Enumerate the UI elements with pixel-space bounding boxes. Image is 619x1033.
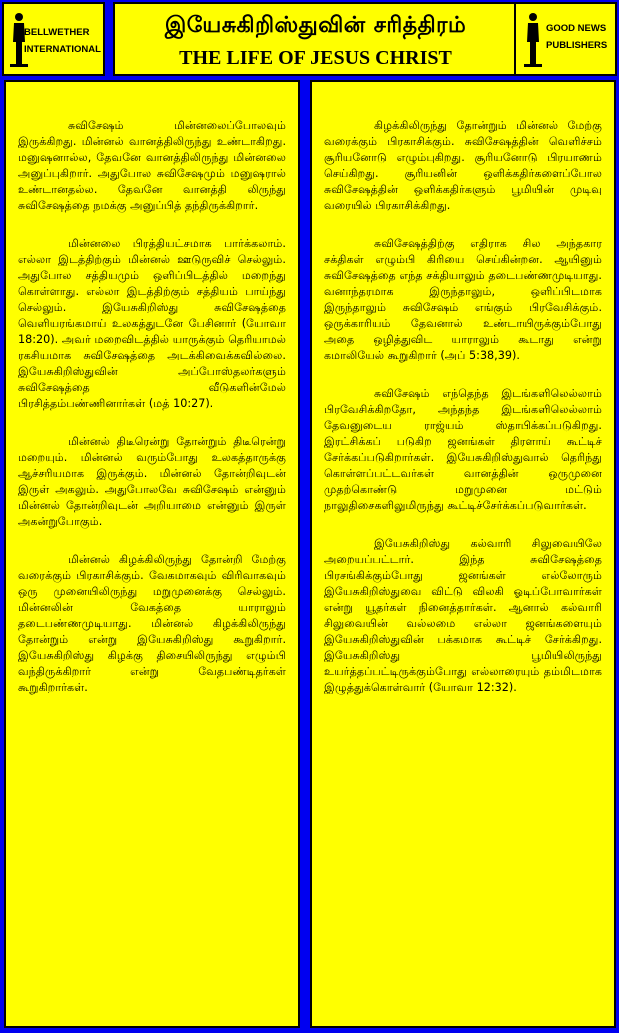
bellwether-logo	[2, 2, 105, 76]
paragraph: சுவிசேஷம் எந்தெந்த இடங்களிலெல்லாம் பிரவேசிக்கிறதோ, அந்தந்த இடங்களிலெல்லாம் தேவனுடைய ராஜ்யம் ஸ்தாபிக்கப்படுகிறது. இரட்சிக்கப் படுகிற ஜனங்கள் திரளாய் கூட்டிச் சேர்க்கப்படுகிறார்கள். இயேசுகிறிஸ்துவால் தெரிந்து கொள்ளப்பட்டவர்கள் வானத்தின் ஒருமுனை முதற்கொண்டு மறுமுனை மட்டும் நாலுதிசைகளிலுமிருந்து கூட்டிச்சேர்க்கப்படுவார்கள்.	[324, 387, 602, 512]
paragraph: கிழக்கிலிருந்து தோன்றும் மின்னல் மேற்கு வரைக்கும் பிரகாசிக்கும். சுவிசேஷத்தின் வெளிச்சம் சூரியனோடு எழும்புகிறது. சூரியனோடு பிரயாணம் செய்கிறது. சூரியனின் ஒளிக்கதிர்களைப்போல சுவிசேஷத்தின் ஒளிக்கதிர்களும் பூமியின் முடிவு வரையில் பிரகாசிக்கிறது.	[324, 119, 602, 212]
title-english: THE LIFE OF JESUS CHRIST	[179, 47, 452, 69]
person-silhouette-icon	[524, 12, 542, 68]
logo-text	[24, 24, 101, 58]
logo-line2: INTERNATIONAL	[24, 44, 101, 55]
right-column	[310, 80, 616, 1028]
left-column	[4, 80, 300, 1028]
good-news-logo	[514, 2, 617, 76]
logo-line1: BELLWETHER	[24, 27, 90, 38]
paragraph: மின்னலை பிரத்தியட்சமாக பார்க்கலாம். எல்லா இடத்திற்கும் மின்னல் ஊடுருவிச் செல்லும். அதுபோல சத்தியமும் ஒளிப்பிடத்தில் மறைந்து கொள்ளாது. எல்லா இடத்திற்கும் சத்தியம் பாய்ந்து செல்லும். இயேசுகிறிஸ்து சுவிசேஷத்தை வெளியரங்கமாய் உலகத்துடனே பேசினார் (யோவா 18:20). அவர் மறைவிடத்தில் யாருக்கும் தெரியாமல் ரகசியமாக சுவிசேஷத்தை அடக்கிவைக்கவில்லை. இயேசுகிறிஸ்துவின் அப்போஸ்தலர்களும் சுவிசேஷத்தை வீடுகளின்மேல் பிரசித்தம்பண்ணினார்கள் (மத் 10:27).	[18, 237, 286, 410]
title-tamil: இயேசுகிறிஸ்துவின் சரித்திரம்	[164, 12, 467, 38]
logo-text	[546, 20, 607, 54]
page-title	[113, 2, 518, 76]
logo-line2: PUBLISHERS	[546, 40, 608, 51]
paragraph: சுவிசேஷம் மின்னலைப்போலவும் இருக்கிறது. மின்னல் வானத்திலிருந்து உண்டாகிறது. மனுஷனால்ல, தேவனே வானத்திலிருந்து மின்னலை அனுப்புகிறார். அதுபோல சுவிசேஷமும் மனுஷரால் உண்டானதல்ல. தேவனே வானத்தி லிருந்து சுவிசேஷத்தை நமக்கு அனுப்பித் தந்திருக்கிறார்.	[18, 119, 286, 212]
paragraph: மின்னல் திடீரென்று தோன்றும் திடீரென்று மறையும். மின்னல் வரும்போது உலகத்தாருக்கு ஆச்சரியமாக இருக்கும். மின்னல் தோன்றிவுடன் இருள் அகலும். அதுபோலவே சுவிசேஷம் என்னும் மின்னல் தோன்றிவுடன் அறியாமை என்னும் இருள் அகன்றுபோகும்.	[18, 435, 286, 528]
paragraph: சுவிசேஷத்திற்கு எதிராக சில அந்தகார சக்திகள் எழும்பி கிரியை செய்கின்றன. ஆயினும் சுவிசேஷத்தை எந்த சக்தியாலும் தடைபண்ணமுடியாது. வனாந்தரமாக இருந்தாலும், ஒளிப்பிடமாக இருந்தாலும் சுவிசேஷம் எங்கும் பிரவேசிக்கும். ஒருக்காரியம் தேவனால் உண்டாயிருக்கும்போது அதை ஒழித்துவிட யாராலும் கூடாது என்று கமாலியேல் கூறுகிறார் (அப் 5:38,39).	[324, 237, 602, 362]
paragraph: மின்னல் கிழக்கிலிருந்து தோன்றி மேற்கு வரைக்கும் பிரகாசிக்கும். வேகமாகவும் விரிவாகவும் ஒரு முனையிலிருந்து மறுமுனைக்கு செல்லும். மின்னலின் வேகத்தை யாராலும் தடைபண்ணமுடியாது. மின்னல் கிழக்கிலிருந்து தோன்றும் என்று இயேசுகிறிஸ்து கூறுகிறார். இயேசுகிறிஸ்து கிழக்கு திசையிலிருந்து எழும்பி வந்திருக்கிறார் என்று வேதபண்டிதர்கள் கூறுகிறார்கள்.	[18, 553, 286, 694]
paragraph: இயேசுகிறிஸ்து கல்வாரி சிலுவையிலே அறையப்பட்டார். இந்த சுவிசேஷத்தை பிரசங்கிக்கும்போது ஜனங்கள் எல்லோரும் இயேசுகிறிஸ்துவை விட்டு விலகி ஓடிப்போவார்கள் என்று யூதர்கள் நினைத்தார்கள். ஆனால் கல்வாரி சிலுவையின் வல்லமை எல்லா ஜனங்களையும் இயேசுகிறிஸ்துவின் பக்கமாக கூட்டிச் சேர்க்கிறது. இயேசுகிறிஸ்து பூமியிலிருந்து உயர்த்தப்பட்டிருக்கும்போது எல்லாரையும் தம்மிடமாக இழுத்துக்கொள்வார் (யோவா 12:32).	[324, 537, 602, 694]
logo-line1: GOOD NEWS	[546, 23, 607, 34]
